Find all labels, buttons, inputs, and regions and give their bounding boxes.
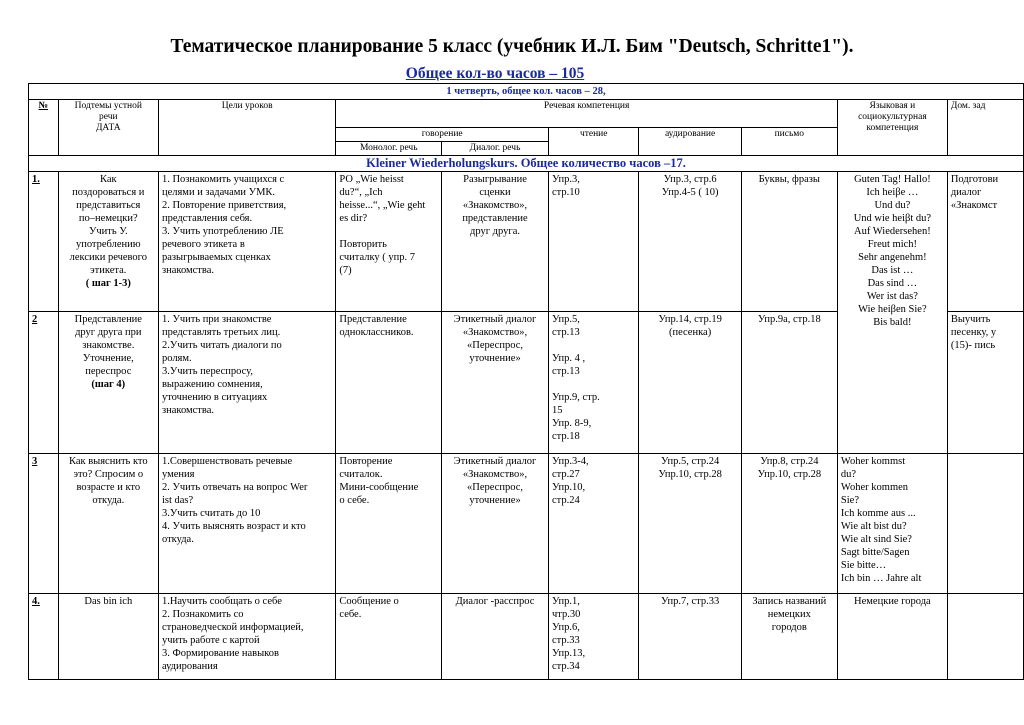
writing-cell: Упр.8, стр.24 Упр.10, стр.28 (741, 454, 837, 594)
dialog-cell: Этикетный диалог «Знакомство», «Переспрос, уточнение» (442, 312, 549, 454)
quarter-heading: 1 четверть, общее кол. часов – 28, (29, 84, 1024, 100)
table-row (29, 172, 1024, 312)
header-writing: письмо (741, 128, 837, 156)
header-number: № (29, 100, 59, 156)
row-number: 4. (29, 594, 59, 680)
reading-cell: Упр.3, стр.10 (548, 172, 639, 312)
row-number: 3 (29, 454, 59, 594)
page-title: Тематическое планирование 5 класс (учебник И.Л. Бим "Deutsch, Schritte1"). (170, 36, 854, 57)
topic-cell: Das bin ich (58, 594, 158, 680)
total-hours-heading: Общее кол-во часов – 105 (405, 65, 585, 82)
monolog-cell: Повторение считалок. Мини-сообщение о себе. (336, 454, 442, 594)
goals-cell: 1.Совершенствовать речевые умения 2. Учить отвечать на вопрос Wer ist das? 3.Учить считать до 10 4. Учить выяснять возраст и кто откуда. (158, 454, 335, 594)
planning-table (28, 83, 1024, 680)
dialog-cell: Разыгрывание сценки «Знакомство», представление друг друга. (442, 172, 549, 312)
reading-cell: Упр.1, чтр.30 Упр.6, стр.33 Упр.13, стр.34 (548, 594, 639, 680)
topic-cell: Как поздороваться и представиться по–немецки? Учить У. употреблению лексики речевого этикета. ( шаг 1-3) (58, 172, 158, 312)
language-cell: Guten Tag! Hallo! Ich heiβe … Und du? Und wie heiβt du? Auf Wiedersehen! Freut mich! Sehr angenehm! Das ist … Das sind … Wer ist das? Wie heiβen Sie? Bis bald! (837, 172, 947, 454)
reading-cell: Упр.3-4, стр.27 Упр.10, стр.24 (548, 454, 639, 594)
dialog-cell: Этикетный диалог «Знакомство», «Переспрос, уточнение» (442, 454, 549, 594)
dialog-cell: Диалог -расспрос (442, 594, 549, 680)
writing-cell: Буквы, фразы (741, 172, 837, 312)
header-listening: аудирование (639, 128, 741, 156)
header-topics: Подтемы устной речи ДАТА (58, 100, 158, 156)
header-speaking: говорение (336, 128, 549, 142)
listening-cell: Упр.14, стр.19 (песенка) (639, 312, 741, 454)
goals-cell: 1. Познакомить учащихся с целями и задачами УМК. 2. Повторение приветствия, представления себя. 3. Учить употреблению ЛЕ речевого этикета в разыгрываемых сценках знакомства. (158, 172, 335, 312)
homework-cell (947, 454, 1023, 594)
writing-cell: Упр.9а, стр.18 (741, 312, 837, 454)
header-language-competence: Языковая и социокультурная компетенция (837, 100, 947, 156)
writing-cell: Запись названий немецких городов (741, 594, 837, 680)
listening-cell: Упр.3, стр.6 Упр.4-5 ( 10) (639, 172, 741, 312)
row-number: 1. (29, 172, 59, 312)
header-monolog: Монолог. речь (336, 142, 442, 156)
listening-cell: Упр.7, стр.33 (639, 594, 741, 680)
table-row (29, 594, 1024, 680)
reading-cell: Упр.5, стр.13 Упр. 4 , стр.13 Упр.9, стр. 15 Упр. 8-9, стр.18 (548, 312, 639, 454)
goals-cell: 1.Научить сообщать о себе 2. Познакомить со страноведческой информацией, учить работе с картой 3. Формирование навыков аудирования (158, 594, 335, 680)
goals-cell: 1. Учить при знакомстве представлять третьих лиц. 2.Учить читать диалоги по ролям. 3.Учить переспросу, выражению сомнения, уточнению в ситуациях знакомства. (158, 312, 335, 454)
language-cell: Woher kommst du? Woher kommen Sie? Ich komme aus ... Wie alt bist du? Wie alt sind Sie? Sagt bitte/Sagen Sie bitte… Ich bin … Jahre alt (837, 454, 947, 594)
monolog-cell: РО „Wie heisst du?“, „Ich heisse...“, „Wie geht es dir? Повторить считалку ( упр. 7 (7) (336, 172, 442, 312)
topic-cell: Представление друг друга при знакомстве. Уточнение, переспрос (шаг 4) (58, 312, 158, 454)
monolog-cell: Представление одноклассников. (336, 312, 442, 454)
homework-cell: Выучить песенку, у (15)- пись (947, 312, 1023, 454)
header-homework: Дом. зад (947, 100, 1023, 156)
homework-cell: Подготови диалог «Знакомст (947, 172, 1023, 312)
listening-cell: Упр.5, стр.24 Упр.10, стр.28 (639, 454, 741, 594)
header-goals: Цели уроков (158, 100, 335, 156)
monolog-cell: Сообщение о себе. (336, 594, 442, 680)
topic-cell: Как выяснить кто это? Спросим о возрасте и кто откуда. (58, 454, 158, 594)
section-heading: Kleiner Wiederholungskurs. Общее количество часов –17. (29, 156, 1024, 172)
header-speech-competence: Речевая компетенция (336, 100, 838, 128)
row-number: 2 (29, 312, 59, 454)
table-row (29, 454, 1024, 594)
homework-cell (947, 594, 1023, 680)
language-cell: Немецкие города (837, 594, 947, 680)
header-dialog: Диалог. речь (442, 142, 549, 156)
header-reading: чтение (548, 128, 639, 156)
